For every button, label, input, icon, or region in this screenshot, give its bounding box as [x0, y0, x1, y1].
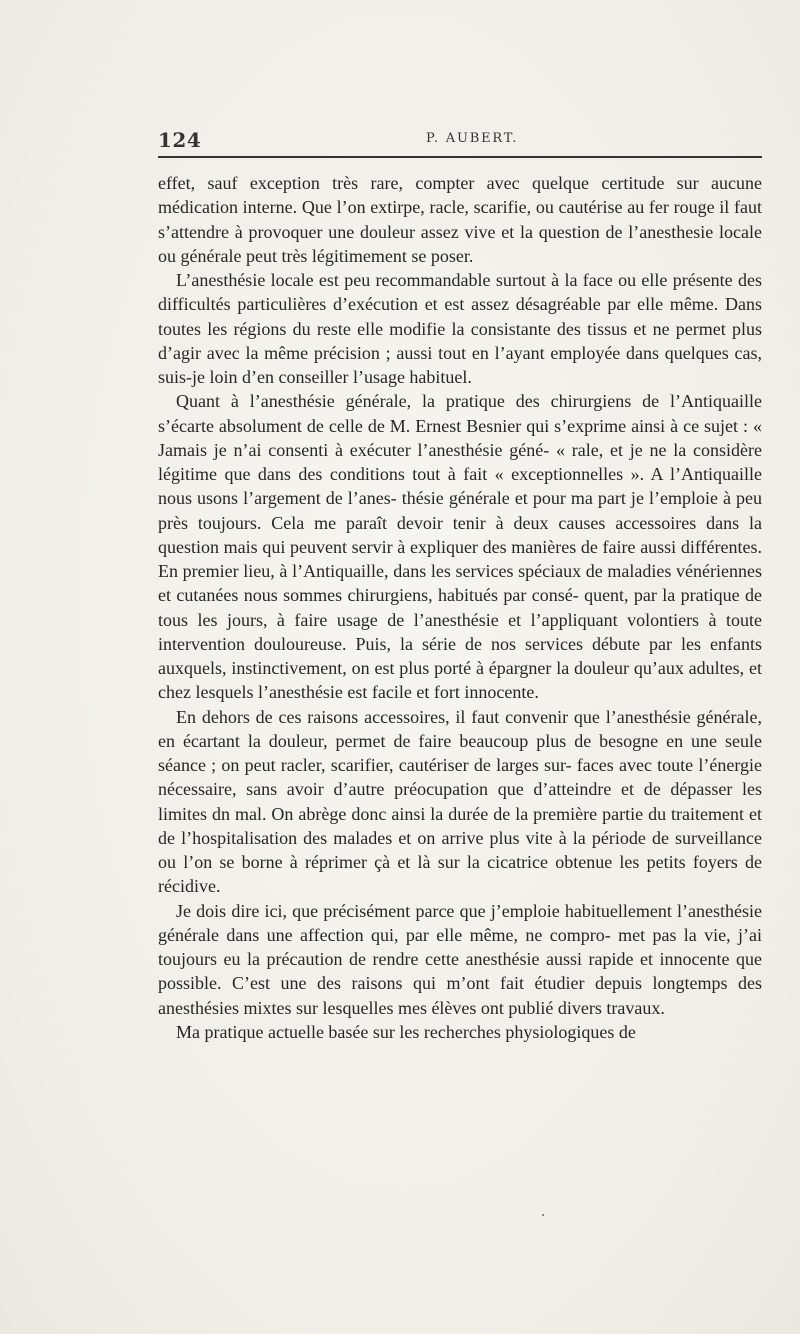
- body-text: [158, 171, 762, 1044]
- page-speck: [542, 1214, 544, 1216]
- paragraph-1: effet, sauf exception très rare, compter avec quelque certitude sur aucune médication interne. Que l’on extirpe, racle, scarifie, ou cautérise au fer rouge il faut s’attendre à provoquer une douleur assez vive et la question de l’anesthesie locale ou générale peut très légitimement se poser.: [158, 173, 762, 266]
- paragraph-3: Quant à l’anesthésie générale, la pratique des chirurgiens de l’Antiquaille s’écarte absolument de celle de M. Ernest Besnier qui s’exprime ainsi à ce sujet : « Jamais je n’ai consenti à exécuter l’anesthésie géné- « rale, et je ne la considère légitime que dans des conditions tout à fait « exceptionnelles ». A l’Antiquaille nous usons l’argement de l’anes- thésie générale et pour ma part je l’emploie à peu près toujours. Cela me paraît devoir tenir à deux causes accessoires dans la question mais qui peuvent servir à expliquer des manières de faire aussi différentes. En premier lieu, à l’Antiquaille, dans les services spéciaux de maladies vénériennes et cutanées nous sommes chirurgiens, habitués par consé- quent, par la pratique de tous les jours, à faire usage de l’anesthésie et l’appliquant volontiers à toute intervention douloureuse. Puis, la série de nos services débute par les enfants auxquels, instinctivement, on est plus porté à épargner la douleur qu’aux adultes, et chez lesquels l’anesthésie est facile et fort innocente.: [158, 391, 762, 703]
- page-header: [158, 128, 762, 152]
- page-number: 124: [158, 128, 202, 152]
- header-rule: [158, 156, 762, 158]
- paragraph-2: L’anesthésie locale est peu recommandable surtout à la face ou elle présente des difficultés particulières d’exécution et est assez désagréable par elle même. Dans toutes les régions du reste elle modifie la consistante des tissus et ne permet plus d’agir avec la même précision ; aussi tout en l’ayant employée dans quelques cas, suis-je loin d’en conseiller l’usage habituel.: [158, 270, 762, 387]
- paragraph-4: En dehors de ces raisons accessoires, il faut convenir que l’anesthésie générale, en écartant la douleur, permet de faire beaucoup plus de besogne en une seule séance ; on peut racler, scarifier, cautériser de larges sur- faces avec toute l’énergie nécessaire, sans avoir d’autre préocupation que d’atteindre et de dépasser les limites dn mal. On abrège donc ainsi la durée de la première partie du traitement et de l’hospitalisation des malades et on arrive plus vite à la période de surveillance ou l’on se borne à réprimer çà et là sur la cicatrice obtenue les petits foyers de récidive.: [158, 706, 762, 897]
- paragraph-5: Je dois dire ici, que précisément parce que j’emploie habituellement l’anesthésie générale dans une affection qui, par elle même, ne compro- met pas la vie, j’ai toujours eu la précaution de rendre cette anesthésie aussi rapide et innocente que possible. C’est une des raisons qui m’ont fait étudier depuis longtemps des anesthésies mixtes sur lesquelles mes élèves ont publié divers travaux.: [158, 900, 762, 1018]
- paragraph-6: Ma pratique actuelle basée sur les recherches physiologiques de: [176, 1021, 636, 1042]
- running-head: P. AUBERT.: [426, 131, 519, 146]
